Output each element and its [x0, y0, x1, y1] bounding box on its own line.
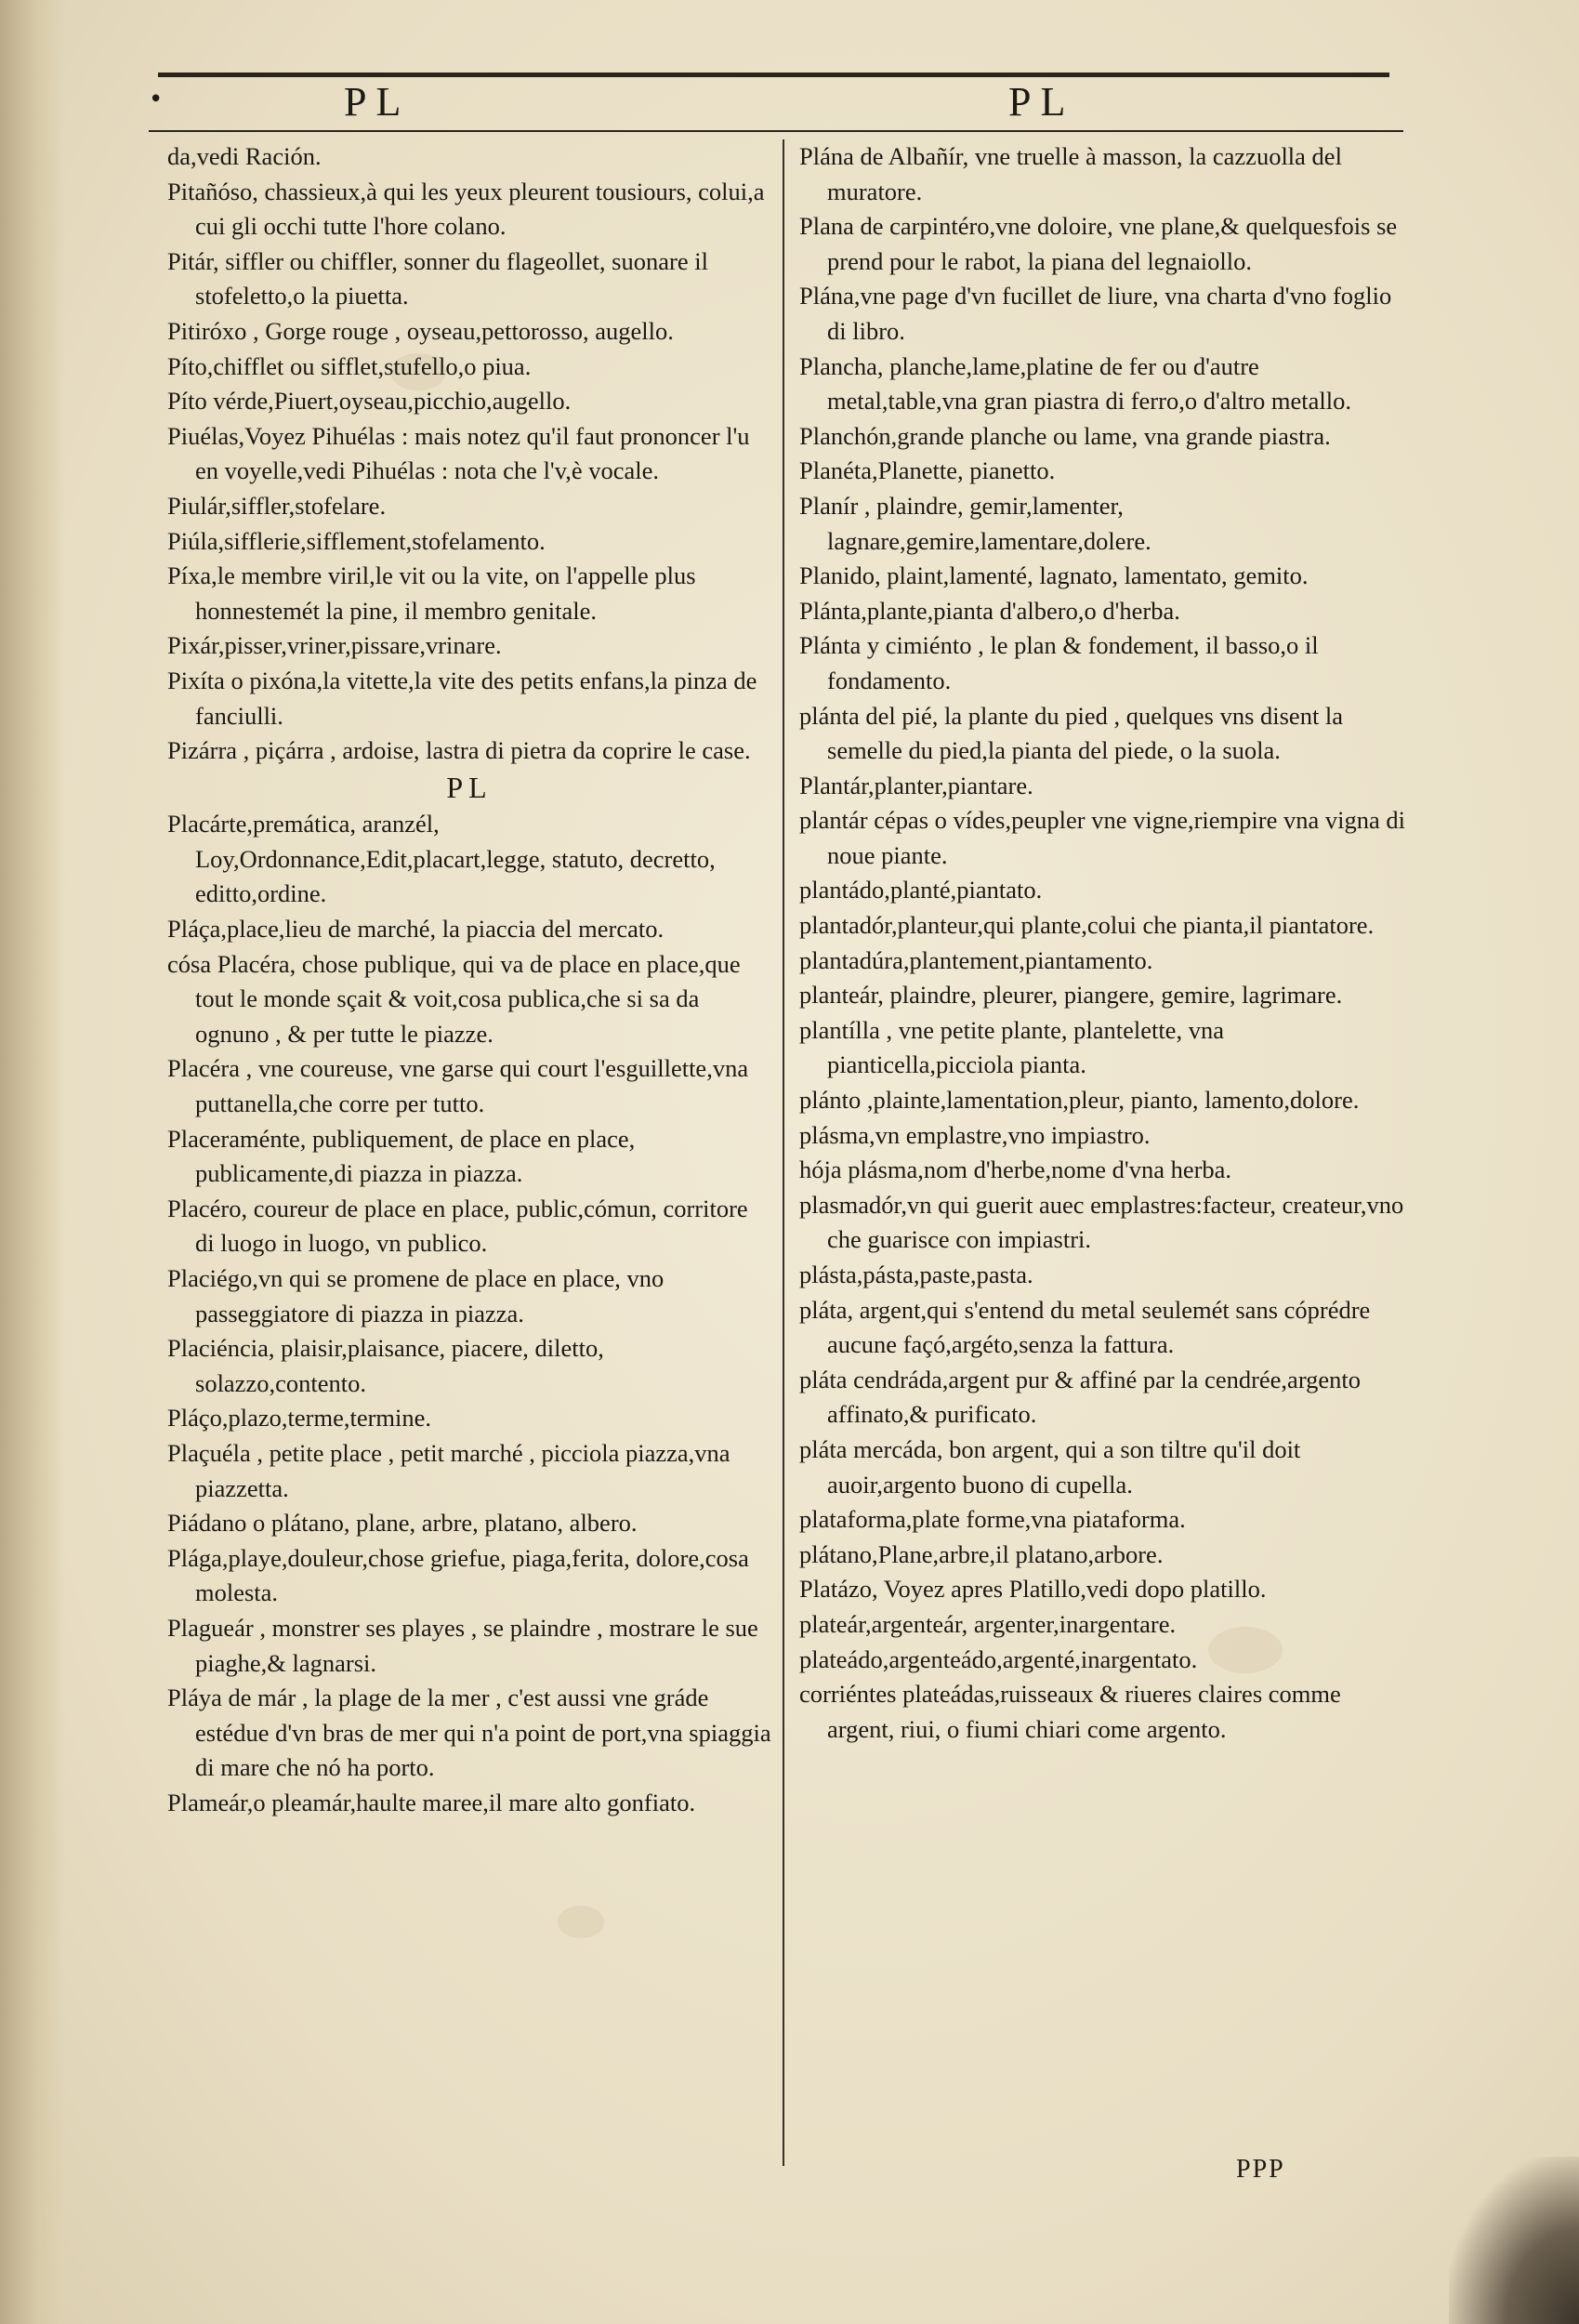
dictionary-entry: Pixíta o pixóna,la vitette,la vite des petits enfans,la pinza de fanciulli. — [167, 666, 757, 730]
dictionary-entry: pláta mercáda, bon argent, qui a son tiltre qu'il doit auoir,argento buono di cupella. — [799, 1434, 1301, 1499]
dictionary-entry: Pitiróxo , Gorge rouge , oyseau,pettorosso, augello. — [167, 316, 674, 345]
left-column — [167, 139, 771, 1821]
dictionary-entry: Placárte,premática, aranzél, Loy,Ordonnance,Edit,placart,legge, statuto, decretto, editto,ordine. — [167, 810, 716, 908]
dictionary-entry: plataforma,plate forme,vna piataforma. — [799, 1505, 1186, 1534]
dictionary-entry: plantadúra,plantement,piantamento. — [799, 945, 1153, 974]
dictionary-entry: Plana de carpintéro,vne doloire, vne plane,& quelquesfois se prend pour le rabot, la piana del legnaiollo. — [799, 212, 1398, 275]
dictionary-entry: Pláya de már , la plage de la mer , c'est aussi vne gráde estédue d'vn bras de mer qui n'a point de port,vna spiaggia di mare che nó ha porto. — [167, 1684, 771, 1782]
dictionary-entry: pláta, argent,qui s'entend du metal seulemét sans cóprédre aucune façó,argéto,senza la fattura. — [799, 1295, 1371, 1359]
dictionary-entry: Pláça,place,lieu de marché, la piaccia del mercato. — [167, 915, 664, 944]
dictionary-entry: Plána de Albañír, vne truelle à masson, la cazzuolla del muratore. — [799, 142, 1342, 205]
left-entries — [167, 139, 771, 769]
dictionary-entry: Piuélas,Voyez Pihuélas : mais notez qu'il faut prononcer l'u en voyelle,vedi Pihuélas : nota che l'v,è vocale. — [167, 421, 750, 485]
dictionary-entry: Planéta,Planette, pianetto. — [799, 456, 1056, 485]
dictionary-entry: Píto vérde,Piuert,oyseau,picchio,augello. — [167, 387, 572, 416]
section-heading-pl: PL — [446, 770, 493, 804]
dictionary-entry: plantádo,planté,piantato. — [799, 876, 1043, 905]
dictionary-entry: corriéntes plateádas,ruisseaux & riueres claires comme argent, riui, o fiumi chiari come argento. — [799, 1680, 1341, 1743]
dictionary-entry: plateádo,argenteádo,argenté,inargentato. — [799, 1644, 1198, 1673]
dictionary-entry: plantadór,planteur,qui plante,colui che pianta,il piantatore. — [799, 911, 1375, 940]
dictionary-entry: Plantár,planter,piantare. — [799, 771, 1033, 799]
dictionary-entry: Píxa,le membre viril,le vit ou la vite, on l'appelle plus honnestemét la pine, il membro genitale. — [167, 561, 696, 625]
dictionary-entry: Plagueár , monstrer ses playes , se plaindre , mostrare le sue piaghe,& lagnarsi. — [167, 1613, 758, 1677]
dictionary-entry: plantár cépas o vídes,peupler vne vigne,riempire vna vigna di noue piante. — [799, 806, 1405, 869]
signature-mark: PPP — [1236, 2155, 1285, 2184]
dictionary-entry: plásta,pásta,paste,pasta. — [799, 1261, 1033, 1288]
dictionary-entry: hója plásma,nom d'herbe,nome d'vna herba. — [799, 1155, 1232, 1184]
dictionary-entry: Plameár,o pleamár,haulte maree,il mare alto gonfiato. — [167, 1788, 696, 1816]
dictionary-entry: plateár,argenteár, argenter,inargentare. — [799, 1609, 1177, 1638]
dictionary-entry: Placiéncia, plaisir,plaisance, piacere, diletto, solazzo,contento. — [167, 1334, 604, 1397]
dictionary-entry: Planchón,grande planche ou lame, vna grande piastra. — [799, 421, 1331, 450]
right-entries — [799, 139, 1413, 1747]
dictionary-entry: Plága,playe,douleur,chose griefue, piaga,ferita, dolore,cosa molesta. — [167, 1543, 749, 1607]
header-ornament: • — [149, 86, 164, 113]
left-entries-after — [167, 807, 771, 1820]
dictionary-entry: Planido, plaint,lamenté, lagnato, lamentato, gemito. — [799, 561, 1309, 590]
dictionary-entry: Placiégo,vn qui se promene de place en place, vno passeggiatore di piazza in piazza. — [167, 1264, 664, 1327]
dictionary-entry: plasmadór,vn qui guerit auec emplastres:facteur, createur,vno che guarisce con impiastri. — [799, 1190, 1404, 1254]
running-head-right: PL — [1008, 79, 1075, 125]
dictionary-entry: Plána,vne page d'vn fucillet de liure, vna charta d'vno foglio di libro. — [799, 282, 1392, 345]
dictionary-entry: Pitañóso, chassieux,à qui les yeux pleurent tousiours, colui,a cui gli occhi tutte l'hore colano. — [167, 177, 765, 241]
dictionary-entry: Plánta,plante,pianta d'albero,o d'herba. — [799, 596, 1180, 625]
dictionary-entry: Pláço,plazo,terme,termine. — [167, 1404, 432, 1433]
corner-stain — [1449, 2157, 1579, 2324]
header-rule-bottom — [149, 130, 1403, 132]
dictionary-entry: Platázo, Voyez apres Platillo,vedi dopo platillo. — [799, 1575, 1267, 1604]
dictionary-entry: Placéra , vne coureuse, vne garse qui court l'esguillette,vna puttanella,che corre per tutto. — [167, 1054, 749, 1118]
dictionary-entry: plánta del pié, la plante du pied , quelques vns disent la semelle du pied,la pianta del piede, o la suola. — [799, 701, 1344, 765]
dictionary-entry: Piulár,siffler,stofelare. — [167, 491, 387, 520]
dictionary-entry: Piádano o plátano, plane, arbre, platano, albero. — [167, 1509, 638, 1538]
dictionary-entry: cósa Placéra, chose publique, qui va de place en place,que tout le monde sçait & voit,cosa publica,che si sa da ognuno , & per tutte le piazze. — [167, 949, 741, 1048]
dictionary-entry: Pizárra , piçárra , ardoise, lastra di pietra da coprire le case. — [167, 736, 751, 765]
dictionary-entry: plátano,Plane,arbre,il platano,arbore. — [799, 1539, 1164, 1568]
binding-edge — [0, 0, 65, 2324]
dictionary-entry: plánto ,plainte,lamentation,pleur, pianto, lamento,dolore. — [799, 1086, 1360, 1115]
dictionary-entry: Píto,chifflet ou sifflet,stufello,o piua. — [167, 351, 532, 380]
dictionary-entry: Plancha, planche,lame,platine de fer ou d'autre metal,table,vna gran piastra di ferro,o d'altro metallo. — [799, 351, 1352, 416]
dictionary-entry: Pixár,pisser,vriner,pissare,vrinare. — [167, 631, 502, 660]
dictionary-entry: Placéro, coureur de place en place, public,cómun, corritore di luogo in luogo, vn publico. — [167, 1194, 748, 1258]
column-divider — [783, 139, 784, 2166]
running-head-left: PL — [344, 79, 411, 125]
dictionary-entry: da,vedi Ración. — [167, 142, 322, 170]
dictionary-entry: Plaçuéla , petite place , petit marché , picciola piazza,vna piazzetta. — [167, 1438, 730, 1502]
dictionary-entry: plásma,vn emplastre,vno impiastro. — [799, 1120, 1151, 1149]
dictionary-entry: Planír , plaindre, gemir,lamenter, lagnare,gemire,lamentare,dolere. — [799, 491, 1151, 555]
dictionary-entry: plantílla , vne petite plante, plantelette, vna pianticella,picciola pianta. — [799, 1015, 1224, 1079]
dictionary-entry: Pitár, siffler ou chiffler, sonner du flageollet, suonare il stofeletto,o la piuetta. — [167, 246, 708, 310]
foxing-spot — [558, 1906, 604, 1938]
dictionary-entry: planteár, plaindre, pleurer, piangere, gemire, lagrimare. — [799, 981, 1343, 1010]
dictionary-entry: Plánta y cimiénto , le plan & fondement, il basso,o il fondamento. — [799, 631, 1319, 694]
dictionary-entry: pláta cendráda,argent pur & affiné par la cendrée,argento affinato,& purificato. — [799, 1365, 1362, 1429]
header-rule-top — [158, 73, 1389, 77]
dictionary-entry: Placeraménte, publiquement, de place en place, publicamente,di piazza in piazza. — [167, 1124, 636, 1188]
right-column — [799, 139, 1413, 1747]
dictionary-entry: Piúla,sifflerie,sifflement,stofelamento. — [167, 526, 546, 555]
